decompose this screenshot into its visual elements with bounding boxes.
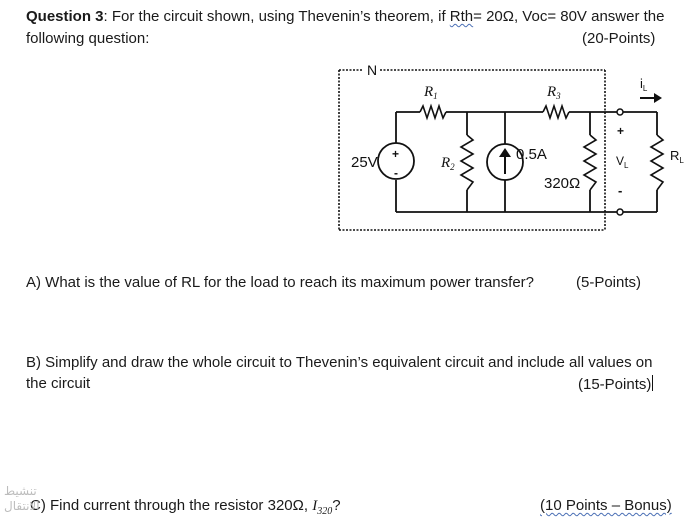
r320-label: 320Ω bbox=[544, 175, 581, 192]
part-b-line1: B) Simplify and draw the whole circuit to Thevenin’s equivalent circuit and include all values on bbox=[26, 354, 653, 371]
current-source-label: 0.5A bbox=[516, 146, 547, 163]
part-b-line2: the circuit bbox=[26, 375, 91, 392]
part-b-points: (15-Points) bbox=[578, 376, 652, 393]
terminal-top bbox=[617, 109, 623, 115]
question-colon: : bbox=[103, 8, 108, 25]
i-symbol: I bbox=[312, 498, 318, 514]
text-cursor bbox=[652, 375, 653, 391]
source-minus-sign: - bbox=[394, 166, 398, 180]
source-plus-sign: + bbox=[392, 147, 400, 161]
dotted-boundary bbox=[339, 70, 605, 230]
r3-label: $R_3$ bbox=[547, 84, 561, 101]
resistor-320 bbox=[584, 135, 596, 190]
part-c-tail: ? bbox=[332, 497, 341, 514]
node-label: N bbox=[367, 62, 378, 78]
resistor-r2 bbox=[461, 135, 473, 190]
load-current-arrow-icon bbox=[640, 93, 662, 103]
question-intro: For the circuit shown, using Thevenin’s theorem, if bbox=[107, 8, 450, 25]
part-a-text: A) What is the value of RL for the load to reach its maximum power transfer? bbox=[26, 274, 534, 291]
rth-term: Rth bbox=[449, 8, 474, 25]
resistor-r3 bbox=[543, 106, 569, 118]
r2-label: $R_2$ bbox=[441, 155, 455, 172]
part-a-points: (5-Points) bbox=[576, 274, 642, 291]
question-line2: following question: bbox=[26, 30, 150, 47]
part-c-text: C) Find current through the resistor 320Ω, $I_{320}$? bbox=[30, 497, 341, 517]
question-label: Question 3 bbox=[26, 8, 104, 25]
terminal-bottom bbox=[617, 209, 623, 215]
il-label: $i_L$ bbox=[640, 76, 648, 93]
out-minus-sign: - bbox=[618, 183, 623, 198]
resistor-rl bbox=[651, 135, 663, 190]
vl-label: $V_L$ bbox=[616, 154, 629, 170]
part-c-points: (10 Points – Bonus) bbox=[540, 497, 672, 514]
activation-watermark: تنشيط الانتقال bbox=[4, 484, 40, 513]
rth-value: = 20Ω, Voc= 80V answer the bbox=[473, 8, 665, 25]
resistor-r1 bbox=[420, 106, 446, 118]
question-points: (20-Points) bbox=[582, 30, 656, 47]
out-plus-sign: + bbox=[617, 124, 625, 138]
rl-label: $R_L$ bbox=[670, 148, 684, 165]
i-subscript: 320 bbox=[317, 506, 333, 517]
source-voltage-label: 25V bbox=[351, 154, 378, 171]
r1-label: $R_1$ bbox=[424, 84, 438, 101]
